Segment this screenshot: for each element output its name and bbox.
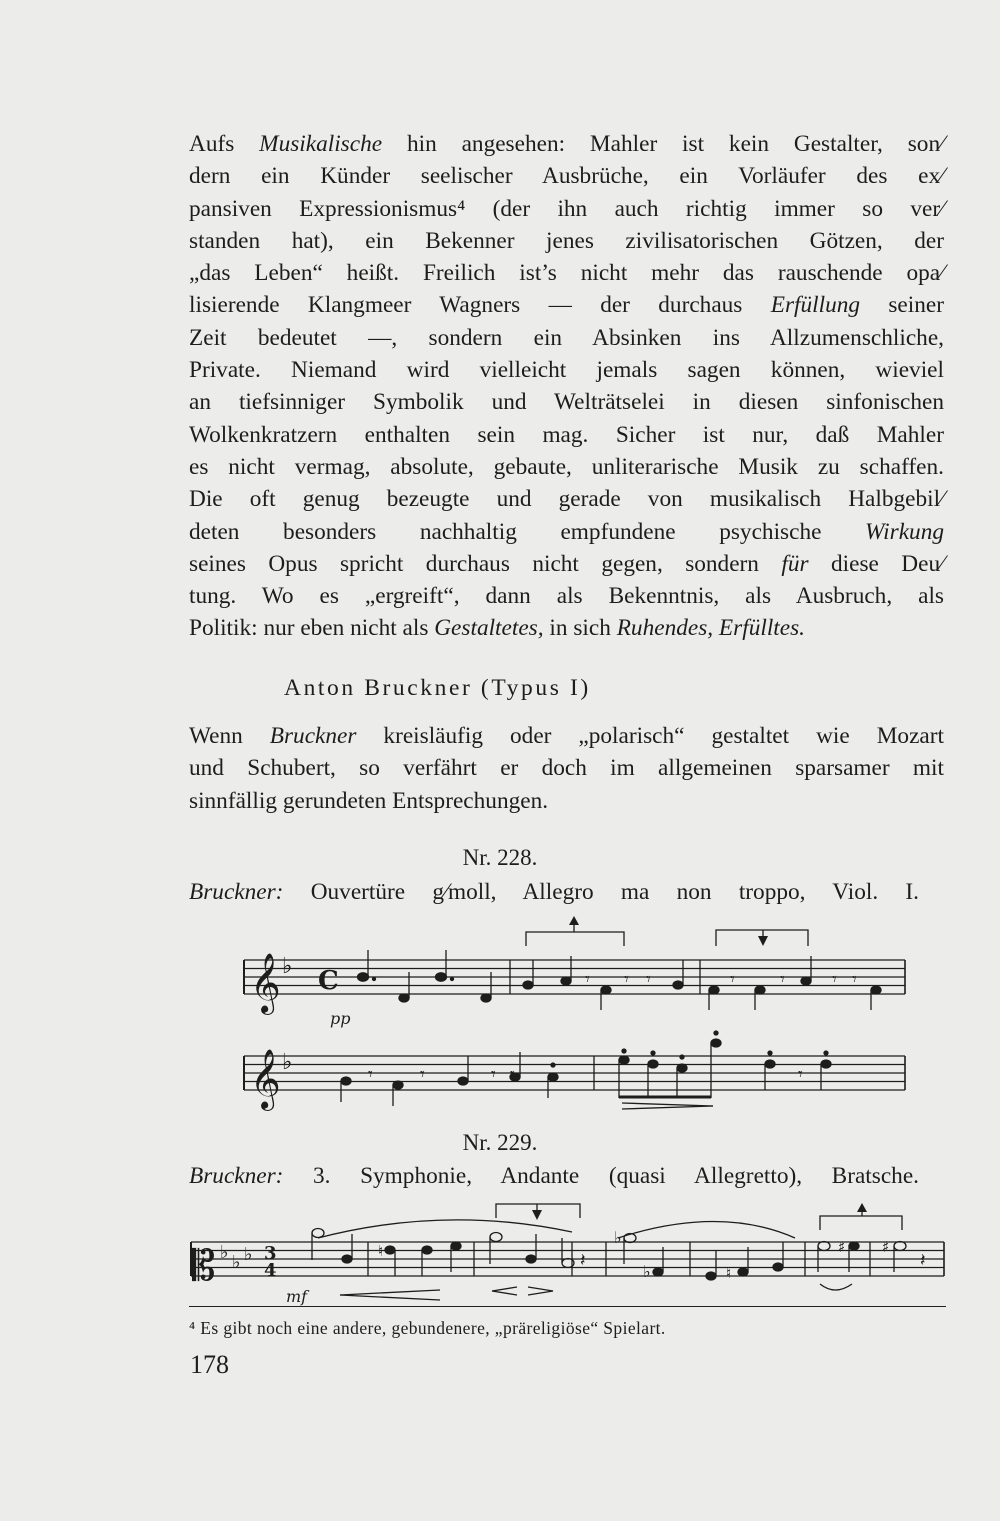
text-run: und Schubert, so verfährt er doch im allgemeinen sparsamer mit bbox=[189, 755, 944, 782]
svg-text:♭: ♭ bbox=[232, 1252, 241, 1273]
time-sig-top: 3 bbox=[264, 1243, 277, 1264]
dynamic-pp: pp bbox=[330, 1009, 351, 1028]
svg-text:𝄾: 𝄾 bbox=[832, 969, 837, 990]
emphasis-run: Wirkung bbox=[865, 518, 944, 545]
svg-text:♭: ♭ bbox=[220, 1242, 229, 1263]
text-run: Wenn bbox=[189, 723, 270, 749]
text-run: seiner bbox=[860, 292, 944, 319]
svg-text:♭: ♭ bbox=[282, 1050, 293, 1075]
text-run: dern ein Künder seelischer Ausbrüche, ein Vorläufer des ex⁄ bbox=[189, 163, 944, 190]
svg-text:𝄾: 𝄾 bbox=[798, 1064, 803, 1085]
page-number: 178 bbox=[190, 1350, 229, 1379]
svg-text:♯: ♯ bbox=[882, 1238, 890, 1256]
dynamic-mf: mf bbox=[286, 1287, 308, 1306]
svg-text:𝄾: 𝄾 bbox=[646, 969, 651, 990]
svg-text:♭: ♭ bbox=[282, 954, 293, 979]
svg-text:𝄞: 𝄞 bbox=[250, 1049, 281, 1109]
text-run: kreisläufig oder „polarisch“ gestaltet wie Mozart bbox=[356, 723, 944, 749]
text-run: hin angesehen: Mahler ist kein Gestalter, son⁄ bbox=[382, 131, 944, 157]
svg-text:♭: ♭ bbox=[244, 1244, 253, 1265]
text-run: tung. Wo es „ergreift“, dann als Bekenntnis, als Ausbruch, als bbox=[189, 583, 944, 610]
text-run: Politik: nur eben nicht als bbox=[189, 615, 435, 642]
text-run: pansiven Expressionismus⁴ (der ihn auch richtig immer so ver⁄ bbox=[189, 195, 944, 222]
emphasis-run: Gestaltetes, bbox=[434, 615, 544, 642]
svg-text:𝄾: 𝄾 bbox=[852, 969, 857, 990]
text-run: Wolkenkratzern enthalten sein mag. Sicher ist nur, daß Mahler bbox=[189, 421, 944, 448]
svg-text:𝄾: 𝄾 bbox=[510, 1064, 515, 1085]
text-run: „das Leben“ heißt. Freilich ist’s nicht mehr das rauschende opa⁄ bbox=[189, 260, 944, 287]
section-heading: Anton Bruckner (Typus I) bbox=[284, 675, 591, 701]
example-229-number: Nr. 229. bbox=[462, 1130, 538, 1155]
svg-text:𝄡: 𝄡 bbox=[192, 1241, 216, 1290]
svg-text:𝄾: 𝄾 bbox=[730, 969, 735, 990]
svg-text:𝄾: 𝄾 bbox=[491, 1064, 496, 1085]
text-run: in sich bbox=[543, 615, 617, 642]
example-228-composer: Bruckner: bbox=[189, 879, 284, 905]
svg-text:𝄞: 𝄞 bbox=[250, 953, 281, 1013]
svg-text:𝄾: 𝄾 bbox=[368, 1064, 373, 1085]
svg-text:𝄽: 𝄽 bbox=[580, 1250, 586, 1271]
emphasis-run: Erfüllung bbox=[770, 292, 861, 319]
emphasis-run: Bruckner bbox=[269, 723, 357, 749]
example-229-composer: Bruckner: bbox=[189, 1163, 284, 1189]
svg-text:𝄽: 𝄽 bbox=[920, 1250, 926, 1271]
text-run: lisierende Klangmeer Wagners — der durchaus bbox=[189, 292, 771, 319]
svg-text:♮: ♮ bbox=[378, 1242, 384, 1260]
svg-text:♯: ♯ bbox=[838, 1238, 846, 1256]
text-run: Die oft genug bezeugte und gerade von musikalisch Halbgebil⁄ bbox=[189, 486, 944, 513]
text-run: an tiefsinniger Symbolik und Welträtselei in diesen sinfonischen bbox=[189, 389, 944, 416]
footnote-divider bbox=[189, 1306, 946, 1307]
text-run: diese Deu⁄ bbox=[808, 550, 944, 577]
svg-text:𝄾: 𝄾 bbox=[585, 969, 590, 990]
text-run: Aufs bbox=[189, 131, 260, 157]
example-229-work: 3. Symphonie, Andante (quasi Allegretto), Bratsche. bbox=[283, 1163, 919, 1189]
emphasis-run: Musikalische bbox=[259, 131, 383, 157]
text-run: Zeit bedeutet —, sondern ein Absinken ins Allzumenschliche, bbox=[189, 324, 944, 351]
svg-text:♭: ♭ bbox=[643, 1262, 651, 1281]
time-sig-bottom: 4 bbox=[264, 1260, 277, 1281]
svg-text:𝄾: 𝄾 bbox=[780, 969, 785, 990]
text-run: Private. Niemand wird vielleicht jemals sagen können, wieviel bbox=[189, 357, 944, 384]
svg-text:♮: ♮ bbox=[726, 1264, 732, 1282]
footnote: ⁴ Es gibt noch eine andere, gebundenere, „präreligiöse“ Spielart. bbox=[189, 1318, 666, 1338]
svg-text:𝄾: 𝄾 bbox=[624, 969, 629, 990]
emphasis-run: für bbox=[781, 550, 809, 577]
svg-text:𝄾: 𝄾 bbox=[420, 1064, 425, 1085]
text-run: sinnfällig gerundeten Entsprechungen. bbox=[189, 787, 549, 814]
text-run: standen hat), ein Bekenner jenes zivilisatorischen Götzen, der bbox=[189, 227, 944, 254]
emphasis-run: Ruhendes, Erfülltes. bbox=[616, 615, 805, 642]
svg-text:C: C bbox=[318, 966, 339, 996]
svg-text:♭: ♭ bbox=[614, 1228, 622, 1247]
text-run: seines Opus spricht durchaus nicht gegen, sondern bbox=[189, 550, 782, 577]
text-run: deten besonders nachhaltig empfundene psychische bbox=[189, 518, 866, 545]
example-228-number: Nr. 228. bbox=[462, 845, 538, 870]
text-run: es nicht vermag, absolute, gebaute, unliterarische Musik zu schaffen. bbox=[189, 453, 944, 480]
example-228-work: Ouvertüre g⁄moll, Allegro ma non troppo, Viol. I. bbox=[283, 879, 919, 905]
